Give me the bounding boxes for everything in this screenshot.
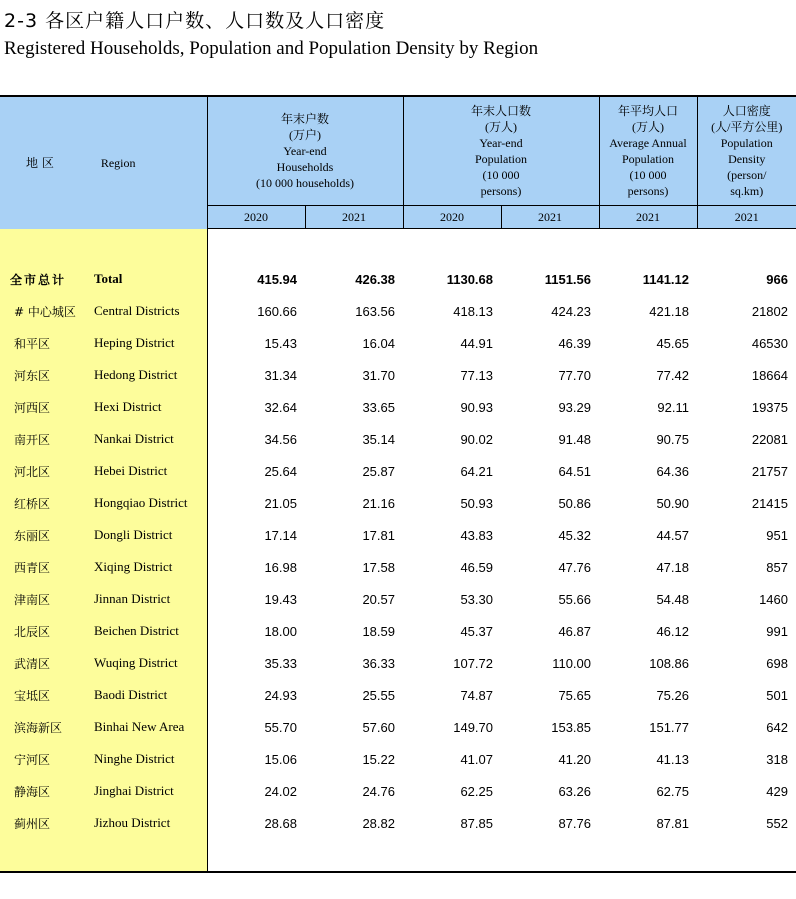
value-cell: 18.00 [207, 615, 305, 647]
value-cell: 90.93 [460, 399, 493, 415]
value-cell: 50.93 [460, 495, 493, 511]
value-cell: 50.90 [656, 495, 689, 511]
region-name-cn: 和平区 [0, 327, 94, 359]
table-row [0, 711, 796, 743]
value-cell: 149.70 [453, 719, 493, 735]
value-cell: 46.59 [460, 559, 493, 575]
header-population-label: 年末人口数 (万人) Year-end Population (10 000 persons) [470, 104, 531, 198]
table-row [0, 327, 796, 359]
value-cell: 87.76 [558, 815, 591, 831]
value-cell: 41.13 [656, 751, 689, 767]
region-name-cn: 蓟州区 [0, 807, 94, 839]
header-density [697, 96, 796, 206]
region-name-en: Hebei District [94, 455, 207, 487]
value-cell: 25.55 [362, 687, 395, 703]
value-cell: 1141.12 [642, 271, 689, 287]
value-cell: 951 [766, 527, 788, 543]
value-cell: 698 [766, 655, 788, 671]
table-row [0, 391, 796, 423]
region-name-en: Jizhou District [94, 807, 207, 839]
header-population [403, 96, 599, 206]
value-cell: 151.77 [649, 719, 689, 735]
value-cell: 1460 [759, 591, 788, 607]
value-cell: 55.66 [558, 591, 591, 607]
region-name-en: Baodi District [94, 679, 207, 711]
region-name-cn: 宁河区 [0, 743, 94, 775]
table-row [0, 295, 796, 327]
value-cell: 34.56 [207, 423, 305, 455]
region-name-en: Xiqing District [94, 551, 207, 583]
value-cell: 966 [766, 271, 788, 287]
value-cell: 87.81 [656, 815, 689, 831]
region-name-en: Central Districts [94, 295, 207, 327]
value-cell: 426.38 [355, 271, 395, 287]
region-name-en: Nankai District [94, 423, 207, 455]
value-cell: 45.32 [558, 527, 591, 543]
value-cell: 153.85 [551, 719, 591, 735]
value-cell: 62.75 [656, 783, 689, 799]
header-region [0, 96, 207, 229]
value-cell: 31.34 [207, 359, 305, 391]
table-row [0, 423, 796, 455]
table-row [0, 743, 796, 775]
header-avg-population [599, 96, 697, 206]
value-cell: 19.43 [207, 583, 305, 615]
region-name-cn: # 中心城区 [0, 295, 94, 327]
header-households-label: 年末户数 (万户) Year-end Households (10 000 households) [256, 112, 354, 190]
header-year: 2021 [305, 206, 403, 229]
value-cell: 15.22 [362, 751, 395, 767]
value-cell: 64.51 [558, 463, 591, 479]
value-cell: 501 [766, 687, 788, 703]
region-name-cn: 静海区 [0, 775, 94, 807]
value-cell: 53.30 [460, 591, 493, 607]
value-cell: 108.86 [649, 655, 689, 671]
value-cell: 93.29 [558, 399, 591, 415]
value-cell: 35.33 [207, 647, 305, 679]
value-cell: 21757 [751, 463, 788, 479]
region-name-cn: 武清区 [0, 647, 94, 679]
value-cell: 43.83 [460, 527, 493, 543]
value-cell: 18664 [751, 367, 788, 383]
header-year: 2021 [697, 206, 796, 229]
table-row [0, 679, 796, 711]
table-row [0, 487, 796, 519]
header-households [207, 96, 403, 206]
region-name-cn: 红桥区 [0, 487, 94, 519]
region-name-en: Hedong District [94, 359, 207, 391]
page-title-cn: 2-3 各区户籍人口户数、人口数及人口密度 [4, 10, 386, 32]
region-name-en: Hexi District [94, 391, 207, 423]
value-cell: 36.33 [362, 655, 395, 671]
value-cell: 16.98 [207, 551, 305, 583]
value-cell: 24.76 [362, 783, 395, 799]
value-cell: 415.94 [207, 263, 305, 295]
table-row [0, 263, 796, 295]
value-cell: 77.70 [558, 367, 591, 383]
value-cell: 21802 [751, 303, 788, 319]
table-row [0, 807, 796, 839]
value-cell: 25.87 [362, 463, 395, 479]
region-name-cn: 西青区 [0, 551, 94, 583]
value-cell: 25.64 [207, 455, 305, 487]
value-cell: 45.37 [460, 623, 493, 639]
region-name-en: Heping District [94, 327, 207, 359]
value-cell: 64.36 [656, 463, 689, 479]
statistics-table [0, 95, 796, 873]
value-cell: 17.14 [207, 519, 305, 551]
value-cell: 47.76 [558, 559, 591, 575]
table-row [0, 551, 796, 583]
value-cell: 318 [766, 751, 788, 767]
value-cell: 21.16 [362, 495, 395, 511]
value-cell: 87.85 [460, 815, 493, 831]
value-cell: 44.57 [656, 527, 689, 543]
value-cell: 46.39 [558, 335, 591, 351]
value-cell: 35.14 [362, 431, 395, 447]
value-cell: 28.68 [207, 807, 305, 839]
header-year: 2021 [599, 206, 697, 229]
value-cell: 44.91 [460, 335, 493, 351]
value-cell: 77.13 [460, 367, 493, 383]
page-title-en: Registered Households, Population and Population Density by Region [4, 38, 539, 59]
table-row [0, 775, 796, 807]
value-cell: 41.07 [460, 751, 493, 767]
value-cell: 1130.68 [446, 271, 493, 287]
value-cell: 160.66 [207, 295, 305, 327]
region-name-en: Dongli District [94, 519, 207, 551]
region-name-cn: 河北区 [0, 455, 94, 487]
value-cell: 62.25 [460, 783, 493, 799]
table-row [0, 519, 796, 551]
region-name-cn: 河西区 [0, 391, 94, 423]
value-cell: 92.11 [657, 399, 689, 415]
value-cell: 90.02 [460, 431, 493, 447]
table-body [0, 229, 796, 873]
table-row [0, 615, 796, 647]
value-cell: 21.05 [207, 487, 305, 519]
value-cell: 64.21 [460, 463, 493, 479]
region-name-en: Wuqing District [94, 647, 207, 679]
value-cell: 429 [766, 783, 788, 799]
value-cell: 17.81 [362, 527, 395, 543]
header-year: 2020 [207, 206, 305, 229]
value-cell: 28.82 [362, 815, 395, 831]
value-cell: 33.65 [362, 399, 395, 415]
header-region-en: Region [100, 155, 136, 170]
value-cell: 32.64 [207, 391, 305, 423]
value-cell: 55.70 [207, 711, 305, 743]
value-cell: 424.23 [551, 303, 591, 319]
value-cell: 16.04 [362, 335, 395, 351]
header-region-cn: 地 区 [26, 155, 54, 170]
region-name-cn: 全市总计 [0, 263, 94, 295]
value-cell: 50.86 [558, 495, 591, 511]
value-cell: 90.75 [656, 431, 689, 447]
header-avg-population-label: 年平均人口 (万人) Average Annual Population (10 000 persons) [609, 104, 687, 198]
value-cell: 57.60 [362, 719, 395, 735]
value-cell: 75.65 [558, 687, 591, 703]
value-cell: 20.57 [362, 591, 395, 607]
value-cell: 41.20 [558, 751, 591, 767]
value-cell: 107.72 [453, 655, 493, 671]
value-cell: 17.58 [362, 559, 395, 575]
region-name-cn: 南开区 [0, 423, 94, 455]
value-cell: 19375 [751, 399, 788, 415]
value-cell: 21415 [751, 495, 788, 511]
value-cell: 46.12 [656, 623, 689, 639]
value-cell: 24.02 [207, 775, 305, 807]
value-cell: 63.26 [558, 783, 591, 799]
value-cell: 45.65 [656, 335, 689, 351]
value-cell: 47.18 [656, 559, 689, 575]
value-cell: 18.59 [362, 623, 395, 639]
value-cell: 46530 [751, 335, 788, 351]
region-name-en: Jinnan District [94, 583, 207, 615]
value-cell: 642 [766, 719, 788, 735]
region-name-en: Jinghai District [94, 775, 207, 807]
header-density-label: 人口密度 (人/平方公里) Population Density (person/ sq.km) [711, 104, 783, 198]
region-name-en: Ninghe District [94, 743, 207, 775]
value-cell: 15.06 [207, 743, 305, 775]
value-cell: 1151.56 [544, 271, 591, 287]
region-name-cn: 宝坻区 [0, 679, 94, 711]
region-name-en: Hongqiao District [94, 487, 207, 519]
value-cell: 54.48 [656, 591, 689, 607]
value-cell: 24.93 [207, 679, 305, 711]
header-year: 2021 [501, 206, 599, 229]
region-name-en: Beichen District [94, 615, 207, 647]
value-cell: 857 [766, 559, 788, 575]
value-cell: 15.43 [207, 327, 305, 359]
value-cell: 163.56 [355, 303, 395, 319]
table-row [0, 583, 796, 615]
value-cell: 991 [766, 623, 788, 639]
value-cell: 552 [766, 815, 788, 831]
region-name-en: Total [94, 263, 207, 295]
value-cell: 91.48 [558, 431, 591, 447]
value-cell: 418.13 [453, 303, 493, 319]
value-cell: 77.42 [656, 367, 689, 383]
header-year: 2020 [403, 206, 501, 229]
value-cell: 421.18 [649, 303, 689, 319]
table-row [0, 455, 796, 487]
table-row [0, 647, 796, 679]
value-cell: 74.87 [460, 687, 493, 703]
table-row [0, 359, 796, 391]
value-cell: 22081 [751, 431, 788, 447]
value-cell: 46.87 [558, 623, 591, 639]
value-cell: 31.70 [362, 367, 395, 383]
region-name-cn: 河东区 [0, 359, 94, 391]
value-cell: 75.26 [656, 687, 689, 703]
region-name-cn: 滨海新区 [0, 711, 94, 743]
region-name-en: Binhai New Area [94, 711, 207, 743]
value-cell: 110.00 [552, 655, 591, 671]
region-name-cn: 北辰区 [0, 615, 94, 647]
region-name-cn: 津南区 [0, 583, 94, 615]
region-name-cn: 东丽区 [0, 519, 94, 551]
